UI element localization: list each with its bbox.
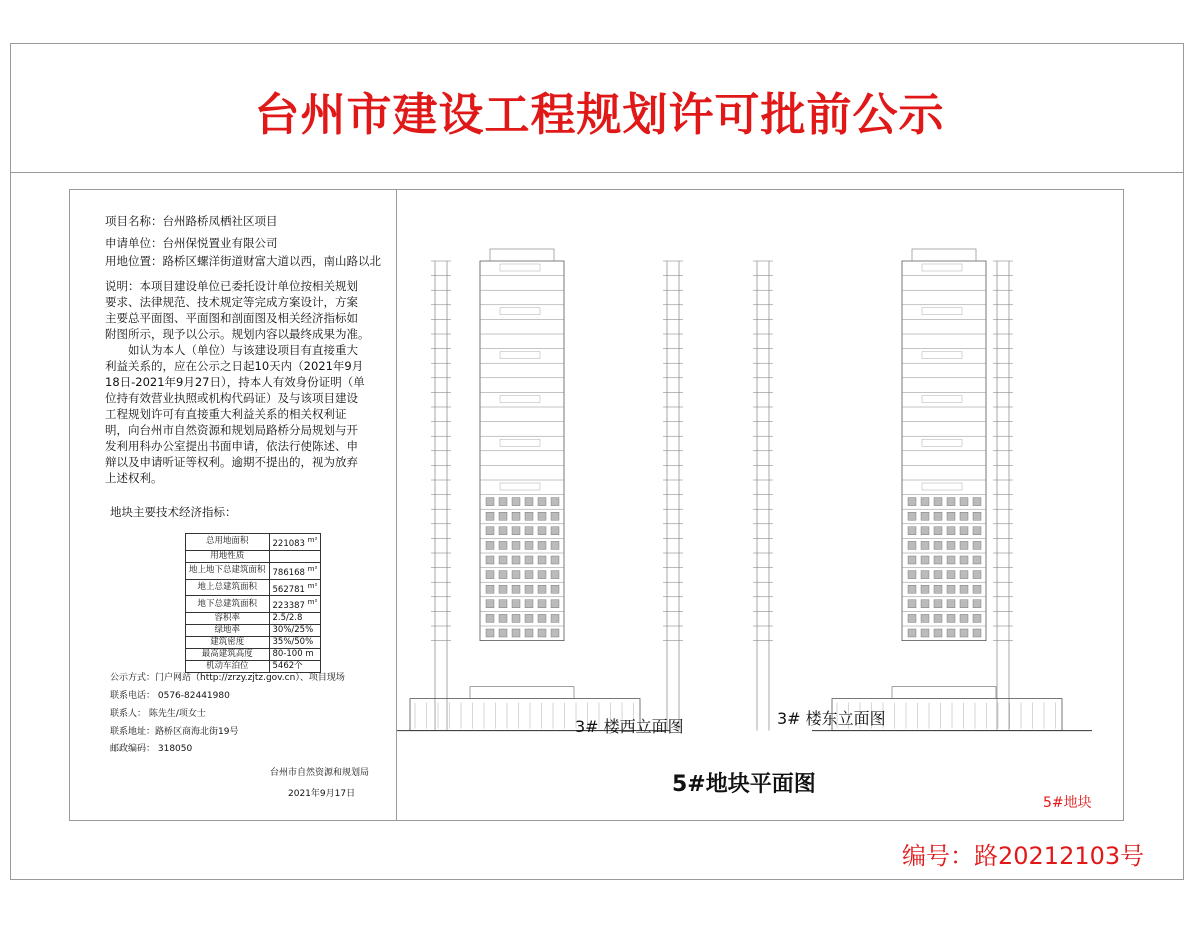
description-line: 明，向台州市自然资源和规划局路桥分局规划与开: [105, 423, 358, 437]
plan-caption: 5#地块平面图: [672, 772, 816, 797]
publicity-method: 公示方式：门户网站（http://zrzy.zjtz.gov.cn）、项目现场: [110, 673, 345, 683]
indicators-heading: 地块主要技术经济指标：: [110, 505, 237, 519]
indicator-label: 地下总建筑面积: [186, 596, 270, 613]
project-name: 项目名称：台州路桥凤栖社区项目: [105, 214, 278, 228]
indicator-label: 总用地面积: [186, 534, 270, 551]
east-elevation: [753, 249, 1092, 731]
table-row: [186, 637, 321, 649]
indicator-label: 建筑密度: [186, 637, 270, 649]
page-title: 台州市建设工程规划许可批前公示: [254, 88, 945, 141]
indicator-value: 80-100 m: [269, 649, 321, 661]
description-line: 工程规划许可有直接重大利益关系的相关权利证: [105, 407, 347, 421]
indicator-value: 2.5/2.8: [269, 613, 321, 625]
indicator-value: 5462个: [269, 661, 321, 673]
indicator-label: 容积率: [186, 613, 270, 625]
table-row: [186, 550, 321, 562]
table-row: [186, 649, 321, 661]
indicator-value: [269, 550, 321, 562]
permit-number: 编号：路20212103号: [902, 842, 1145, 870]
description-line: 说明：本项目建设单位已委托设计单位按相关规划: [105, 279, 358, 293]
contact-postcode: 邮政编码： 318050: [110, 744, 193, 754]
contact-address: 联系地址：路桥区商海北街19号: [110, 727, 239, 737]
description-line: 主要总平面图、平面图和剖面图及相关经济指标如: [105, 311, 358, 325]
indicator-value: 30%/25%: [269, 625, 321, 637]
indicator-label: 绿地率: [186, 625, 270, 637]
table-row: [186, 661, 321, 673]
table-row: [186, 579, 321, 596]
description-line: 要求、法律规范、技术规定等完成方案设计，方案: [105, 295, 358, 309]
indicator-table: [185, 533, 321, 673]
elevation-drawing: [397, 189, 1124, 749]
contact-phone: 联系电话： 0576-82441980: [110, 691, 230, 701]
description-line: 上述权利。: [105, 471, 163, 485]
indicator-label: 地上地下总建筑面积: [186, 562, 270, 579]
table-row: [186, 562, 321, 579]
contact-person: 联系人： 陈先生/项女士: [110, 709, 206, 719]
table-row: [186, 625, 321, 637]
issue-date: 2021年9月17日: [288, 789, 356, 799]
west-elevation: [397, 249, 683, 731]
indicator-label: 用地性质: [186, 550, 270, 562]
indicator-label: 最高建筑高度: [186, 649, 270, 661]
project-location: 用地位置：路桥区螺洋街道财富大道以西，南山路以北: [105, 254, 381, 268]
indicator-value: 223387 $^{m^2}$: [269, 596, 321, 613]
description-line: 发利用科办公室提出书面申请，依法行使陈述、申: [105, 439, 358, 453]
indicator-value: 562781 $^{m^2}$: [269, 579, 321, 596]
description-line: 附图所示，现予以公示。规划内容以最终成果为准。: [105, 327, 370, 341]
indicator-value: 786168 $^{m^2}$: [269, 562, 321, 579]
description-line: 18日-2021年9月27日），持本人有效身份证明（单: [105, 375, 365, 389]
description-line: 辩以及申请听证等权利。逾期不提出的，视为放弃: [105, 455, 358, 469]
table-row: [186, 613, 321, 625]
indicator-value: 35%/50%: [269, 637, 321, 649]
plot-label: 5#地块: [1043, 795, 1092, 811]
issuing-bureau: 台州市自然资源和规划局: [270, 768, 370, 778]
indicator-value: 221083 $^{m^2}$: [269, 534, 321, 551]
description-line: 位持有效营业执照或机构代码证）及与该项目建设: [105, 391, 358, 405]
east-elevation-caption: 3# 楼东立面图: [777, 709, 886, 728]
project-applicant: 申请单位：台州保悦置业有限公司: [105, 236, 278, 250]
indicator-label: 机动车泊位: [186, 661, 270, 673]
description-line: 如认为本人（单位）与该建设项目有直接重大: [128, 343, 358, 357]
indicator-label: 地上总建筑面积: [186, 579, 270, 596]
description-line: 利益关系的，应在公示之日起10天内（2021年9月: [105, 359, 364, 373]
table-row: [186, 596, 321, 613]
west-elevation-caption: 3# 楼西立面图: [575, 717, 684, 736]
table-row: [186, 534, 321, 551]
